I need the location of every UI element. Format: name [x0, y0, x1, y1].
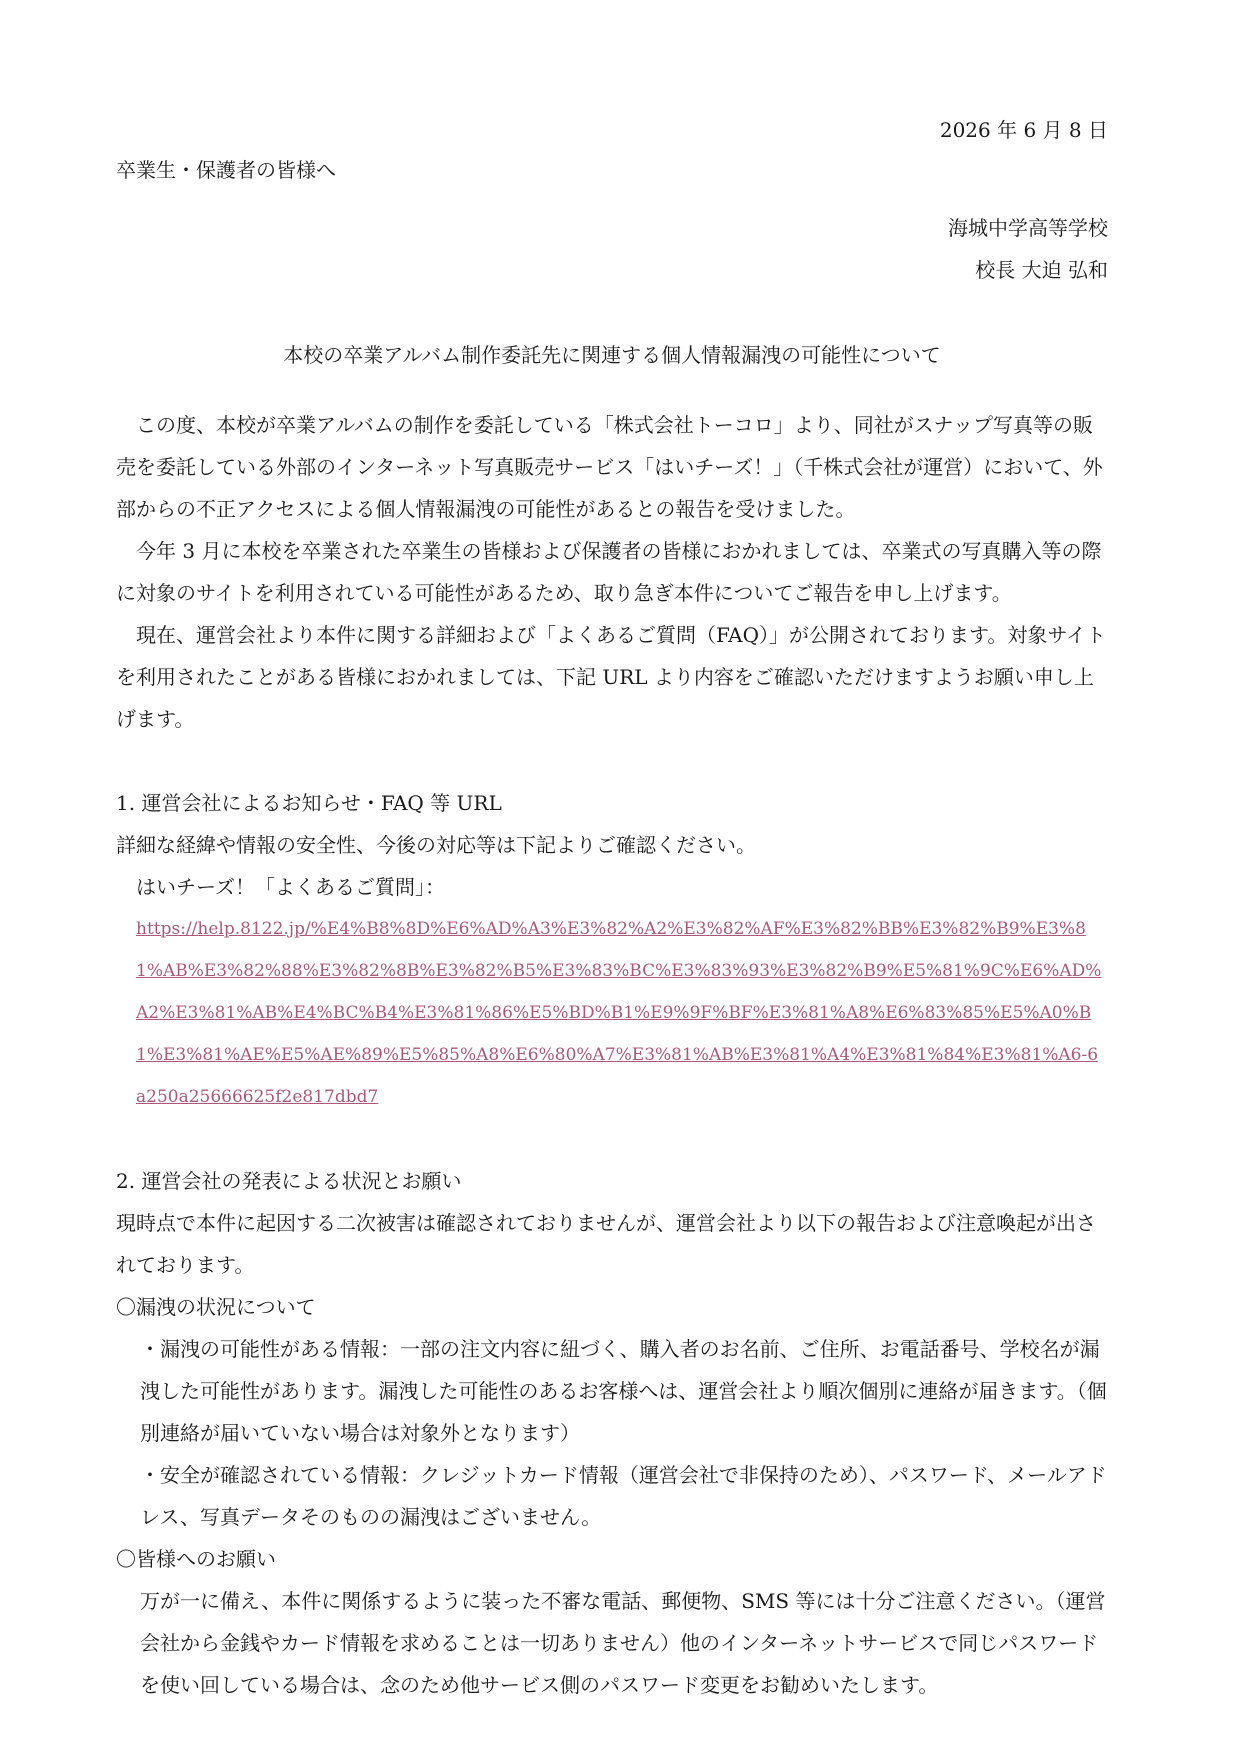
- sender-principal: 校長 大迫 弘和: [975, 258, 1108, 282]
- leak-bullet-1: ・漏洩の可能性がある情報：一部の注文内容に紐づく、購入者のお名前、ご住所、お電話番号、学校名が漏洩した可能性があります。漏洩した可能性のあるお客様へは、運営会社より順次個別に連絡が届きます。（個別連絡が届いていない場合は対象外となります）: [140, 1337, 1107, 1445]
- addressee: 卒業生・保護者の皆様へ: [116, 158, 336, 182]
- request-text: 万が一に備え、本件に関係するように装った不審な電話、郵便物、SMS 等には十分ご注意ください。（運営会社から金銭やカード情報を求めることは一切ありません）他のインターネットサービスで同じパスワードを使い回している場合は、念のため他サービス側のパスワード変更をお勧めいたします。: [140, 1589, 1106, 1697]
- section-2-text: 現時点で本件に起因する二次被害は確認されておりませんが、運営会社より以下の報告および注意喚起が出されております。: [116, 1211, 1096, 1277]
- section-1-text: 詳細な経緯や情報の安全性、今後の対応等は下記よりご確認ください。: [116, 833, 756, 857]
- section-2-heading: 2. 運営会社の発表による状況とお願い: [116, 1169, 462, 1193]
- intro-paragraph-1: この度、本校が卒業アルバムの制作を委託している「株式会社トーコロ」より、同社がスナップ写真等の販売を委託している外部のインターネット写真販売サービス「はいチーズ！」（千株式会社が運営）において、外部からの不正アクセスによる個人情報漏洩の可能性があるとの報告を受けました。: [116, 413, 1103, 521]
- leak-bullet-2: ・安全が確認されている情報：クレジットカード情報（運営会社で非保持のため）、パスワード、メールアドレス、写真データそのものの漏洩はございません。: [140, 1463, 1107, 1529]
- faq-link-label: はいチーズ！「よくあるご質問」：: [136, 875, 445, 899]
- document-title: 本校の卒業アルバム制作委託先に関連する個人情報漏洩の可能性について: [283, 343, 941, 367]
- faq-url-link[interactable]: https://help.8122.jp/%E4%B8%8D%E6%AD%A3%E3%82%A2%E3%82%AF%E3%82%BB%E3%82%B9%E3%81%AB%E3%82%88%E3%82%8B%E3%82%B5%E3%83%BC%E3%83%93%E3%82%B9%E5%81%9C%E6%AD%A2%E3%81%AB%E4%BC%B4%E3%81%86%E5%BD%B1%E9%9F%BF%E3%81%A8%E6%83%85%E5%A0%B1%E3%81%AE%E5%AE%89%E5%85%A8%E6%80%A7%E3%81%AB%E3%81%A4%E3%81%84%E3%81%A6-6a250a25666625f2e817dbd7: [136, 919, 1102, 1107]
- leak-status-heading: 〇漏洩の状況について: [116, 1295, 316, 1319]
- intro-body: [116, 404, 1108, 740]
- intro-paragraph-2: 今年 3 月に本校を卒業された卒業生の皆様および保護者の皆様におかれましては、卒業式の写真購入等の際に対象のサイトを利用されている可能性があるため、取り急ぎ本件についてご報告を申し上げます。: [116, 539, 1102, 605]
- document-date: 2026 年 6 月 8 日: [939, 118, 1108, 142]
- section-1-heading: 1. 運営会社によるお知らせ・FAQ 等 URL: [116, 791, 502, 815]
- sender-school: 海城中学高等学校: [948, 216, 1108, 240]
- request-heading: 〇皆様へのお願い: [116, 1547, 276, 1571]
- intro-paragraph-3: 現在、運営会社より本件に関する詳細および「よくあるご質問（FAQ）」が公開されております。対象サイトを利用されたことがある皆様におかれましては、下記 URL より内容をご確認いただけますようお願い申し上げます。: [116, 623, 1106, 731]
